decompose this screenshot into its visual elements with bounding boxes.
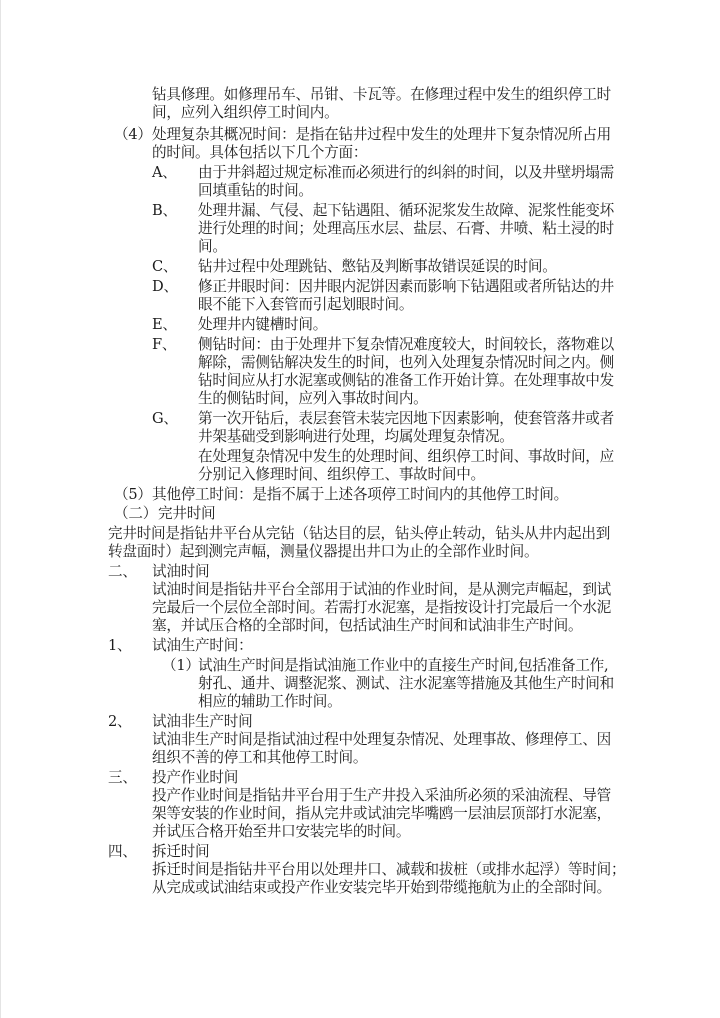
section-marker: （二） <box>114 505 158 522</box>
text-line: 间。 <box>198 238 227 255</box>
text-line: 由于井斜超过规定标准而必须进行的纠斜的时间，以及井壁坍塌需 <box>198 164 614 181</box>
text-line: 拆迁时间是指钻井平台用以处理井口、减载和拔桩（或排水起浮）等时间； <box>152 861 626 878</box>
text-line: 完井时间是指钻井平台从完钻（钻达目的层，钻头停止转动，钻头从井内起出到 <box>108 525 611 542</box>
text-line: 射孔、通井、调整泥浆、测试、注水泥塞等措施及其他生产时间和 <box>198 675 614 692</box>
text-line: 在处理复杂情况中发生的处理时间、组织停工时间、事故时间，应 <box>198 448 614 465</box>
text-line: 从完成或试油结束或投产作业安装完毕开始到带缆拖航为止的全部时间。 <box>152 879 612 896</box>
text-line: 投产作业时间是指钻井平台用于生产井投入采油所必须的采油流程、导管 <box>152 787 612 804</box>
item-marker: （4） <box>114 126 152 143</box>
text-line: 解除，需侧钻解决发生的时间，也列入处理复杂情况时间之内。侧 <box>198 354 614 371</box>
text-line: 第一次开钻后，表层套管未装完因地下因素影响，使套管落井或者 <box>198 410 614 427</box>
item-marker: （5） <box>114 486 152 503</box>
item-marker: A、 <box>152 164 177 181</box>
text-line: 钻时间应从打水泥塞或侧钻的准备工作开始计算。在处理事故中发 <box>198 372 614 389</box>
text-line: 试油非生产时间是指试油过程中处理复杂情况、处理事故、修理停工、因 <box>152 731 612 748</box>
text-line: 组织不善的停工和其他停工时间。 <box>152 749 368 766</box>
section-heading: 试油时间 <box>152 563 210 580</box>
text-line: 钻具修理。如修理吊车、吊钳、卡瓦等。在修理过程中发生的组织停工时 <box>152 86 612 103</box>
section-heading: 完井时间 <box>158 505 216 522</box>
item-marker: F、 <box>152 336 177 353</box>
item-marker: B、 <box>152 202 177 219</box>
section-heading: 投产作业时间 <box>152 769 239 786</box>
text-line: 分别记入修理时间、组织停工、事故时间中。 <box>198 466 485 483</box>
text-line: 眼不能下入套管而引起划眼时间。 <box>198 296 414 313</box>
text-line: 相应的辅助工作时间。 <box>198 693 342 710</box>
item-marker: D、 <box>152 278 178 295</box>
text-line: 修正井眼时间：因井眼内泥饼因素而影响下钻遇阻或者所钻达的井 <box>198 278 614 295</box>
item-marker: E、 <box>152 316 177 333</box>
text-line: 侧钻时间：由于处理井下复杂情况难度较大，时间较长，落物难以 <box>198 336 614 353</box>
text-line: 塞，并试压合格的全部时间，包括试油生产时间和试油非生产时间。 <box>152 617 583 634</box>
text-line: 并试压合格开始至井口安装完毕的时间。 <box>152 823 411 840</box>
section-heading: 试油非生产时间 <box>152 713 253 730</box>
text-line: 钻井过程中处理跳钻、憋钻及判断事故错误延误的时间。 <box>198 258 557 275</box>
text-line: 进行处理的时间；处理高压水层、盐层、石膏、井喷、粘土浸的时 <box>198 220 614 237</box>
text-line: 完最后一个层位全部时间。若需打水泥塞，是指按设计打完最后一个水泥 <box>152 599 612 616</box>
text-line: 生的侧钻时间，应列入事故时间内。 <box>198 390 428 407</box>
text-line: 处理井漏、气侵、起下钻遇阻、循环泥浆发生故障、泥浆性能变坏 <box>198 202 614 219</box>
section-heading: 试油生产时间： <box>152 637 253 654</box>
section-marker: 2、 <box>108 713 132 730</box>
section-marker: 二、 <box>108 563 137 580</box>
text-line: 架等安装的作业时间，指从完井或试油完毕嘴鸥一层油层顶部打水泥塞， <box>152 805 612 822</box>
text-line: 的时间。具体包括以下几个方面： <box>152 144 368 161</box>
text-line: 试油时间是指钻井平台全部用于试油的作业时间，是从测完声幅起，到试 <box>152 581 612 598</box>
item-marker: C、 <box>152 258 178 275</box>
text-line: 处理井内键槽时间。 <box>198 316 328 333</box>
text-line: 其他停工时间：是指不属于上述各项停工时间内的其他停工时间。 <box>152 486 568 503</box>
text-line: 井架基础受到影响进行处理，均属处理复杂情况。 <box>198 428 514 445</box>
text-line: 间，应列入组织停工时间内。 <box>152 104 339 121</box>
text-line: 处理复杂其概况时间：是指在钻井过程中发生的处理井下复杂情况所占用 <box>152 126 612 143</box>
item-marker: （1） <box>162 657 200 674</box>
item-marker: G、 <box>152 410 178 427</box>
section-marker: 三、 <box>108 769 137 786</box>
text-line: 转盘面时）起到测完声幅，测量仪器提出井口为止的全部作业时间。 <box>108 543 539 560</box>
section-heading: 拆迁时间 <box>152 843 210 860</box>
text-line: 回填重钻的时间。 <box>198 182 313 199</box>
section-marker: 1、 <box>108 637 132 654</box>
section-marker: 四、 <box>108 843 137 860</box>
text-line: 试油生产时间是指试油施工作业中的直接生产时间,包括准备工作, <box>198 657 609 674</box>
